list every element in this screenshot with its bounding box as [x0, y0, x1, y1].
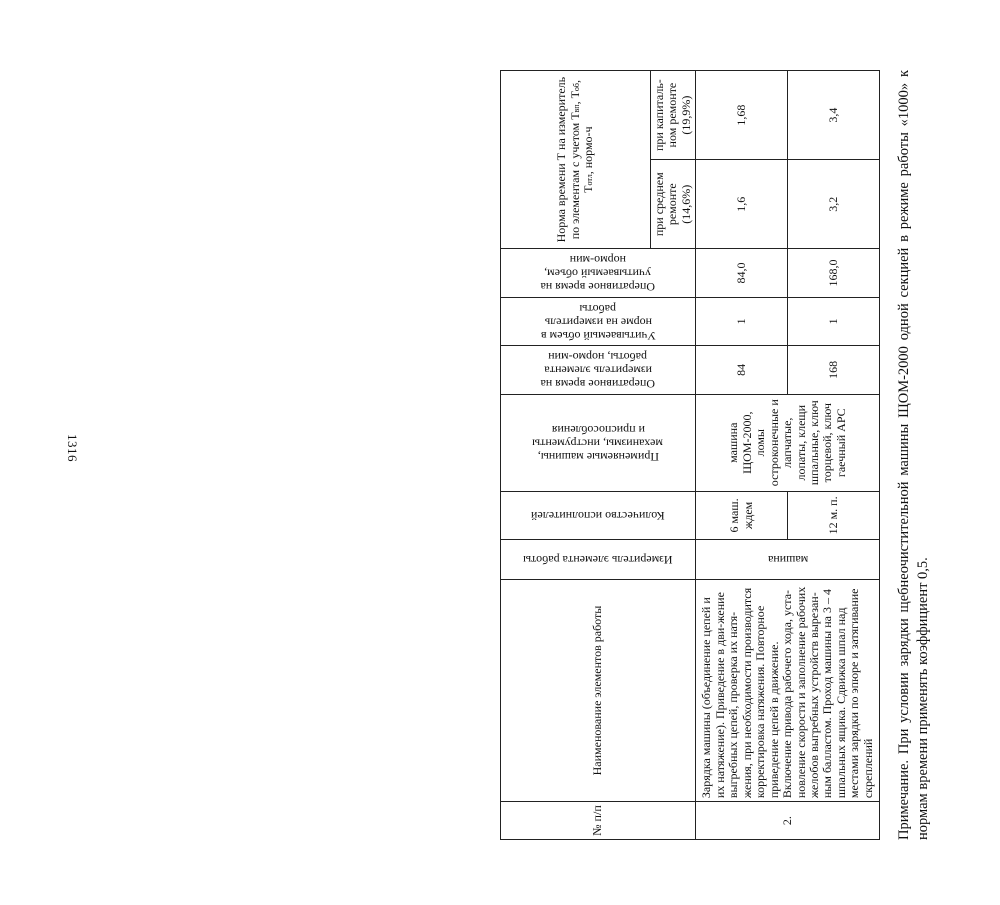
header-name: Наименование элементов работы: [501, 579, 696, 801]
row-op-time-volume-1: 84,0: [696, 249, 788, 297]
page-number: 1316: [65, 434, 80, 462]
row-op-time-2: 168: [788, 346, 880, 394]
row-count-2: 1: [788, 297, 880, 345]
row-op-time-volume-2: 168,0: [788, 249, 880, 297]
header-norm-group: Норма времени Т на измеритель по элементам с учетом Твп, Тоб, Тотл, нормо-ч: [501, 71, 651, 249]
header-meter: Измеритель элемента работы: [501, 539, 696, 579]
row-count-1: 1: [696, 297, 788, 345]
header-op-time: Оперативное время на измеритель элемента работы, нормо-мин: [501, 346, 696, 394]
header-workers: Количество исполнителей: [501, 491, 696, 539]
time-norms-table: [500, 70, 880, 840]
header-tools: Применяемые машины, механизмы, инструменты и приспособления: [501, 394, 696, 491]
row-workers-1: 6 маш. ждем: [696, 491, 788, 539]
header-norm-cap: при капиталь-ном ремонте (19,9%): [651, 71, 696, 160]
header-norm-avg: при среднем ремонте (14,6%): [651, 160, 696, 249]
row-tools: машина ЩОМ-2000, ломы остроконечные и лапчатые, лопаты, клещи шпальные, ключ торцевой, ключ гаечный АРС: [696, 394, 880, 491]
row-op-time-1: 84: [696, 346, 788, 394]
rotated-content: [500, 70, 1000, 840]
row-norm-avg-1: 1,6: [696, 160, 788, 249]
row-workers-2: 12 м. п.: [788, 491, 880, 539]
row-num: 2.: [696, 802, 880, 840]
row-norm-cap-2: 3,4: [788, 71, 880, 160]
footnote: Примечание. При условии зарядки щебнеочистительной машины ЩОМ-2000 одной секцией в режиме работы «1000» к нормам времени применять коэффициент 0,5.: [896, 70, 931, 840]
header-op-time-volume: Оперативное время на учитываемый объем, нормо-мин: [501, 249, 696, 297]
row-name: Зарядка машины (объединение цепей и их натяжение). Приведение в дви-жение выгребных цепей, проверка их натя-жения, при необходимости производится корректировка натяжения. Повторное приведение цепей в движение. Включение привода рабочего хода, уста-новление скорости и заполнение рабочих желобов выгребных устройств вырезан-ным балластом. Проход машины на 3 – 4 шпальных ящика. Сдвижка шпал над местами зарядки по эпюре и затягивание скреплений: [696, 579, 880, 801]
row-norm-cap-1: 1,68: [696, 71, 788, 160]
row-norm-avg-2: 3,2: [788, 160, 880, 249]
table-row: [696, 71, 788, 840]
header-num: № п/п: [501, 802, 696, 840]
row-meter: машина: [696, 539, 880, 579]
header-count: Учитываемый объем в норме на измеритель работы: [501, 297, 696, 345]
